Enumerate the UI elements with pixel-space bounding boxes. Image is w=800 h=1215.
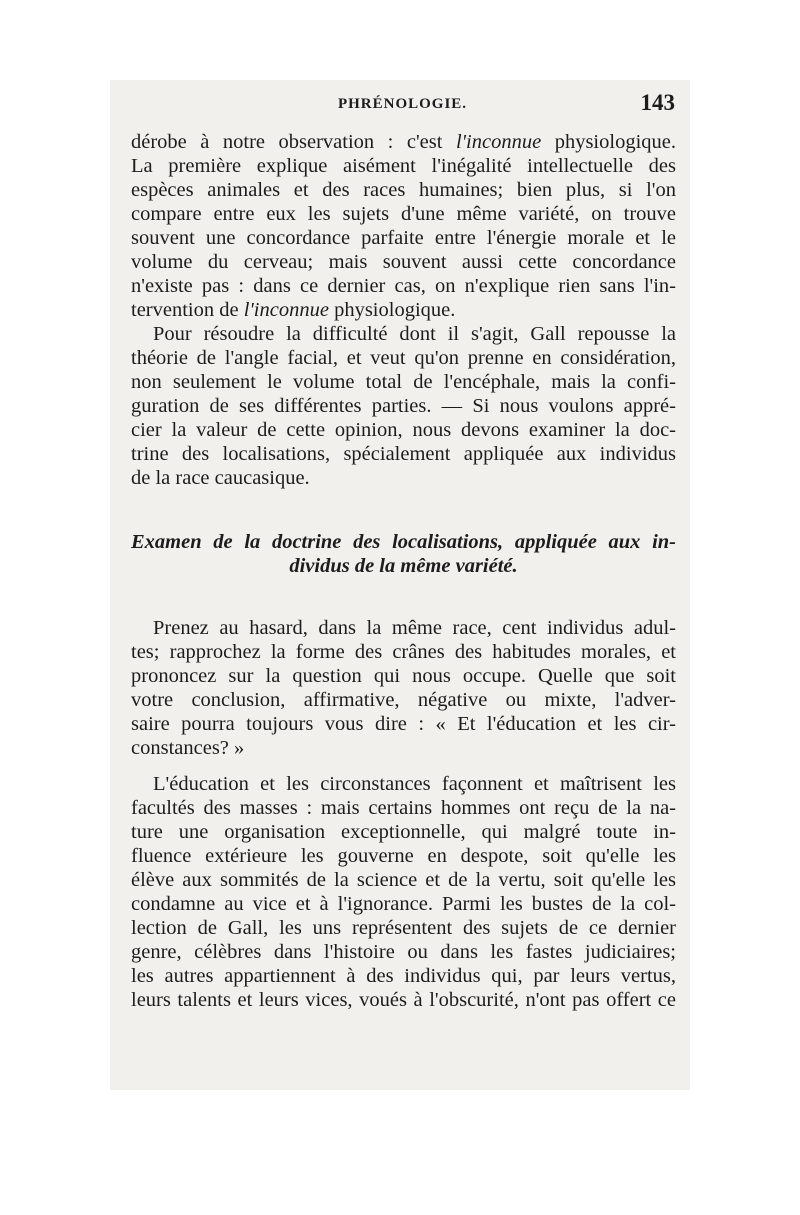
running-title: PHRÉNOLOGIE.	[337, 96, 468, 112]
page-number: 143	[640, 90, 675, 115]
text-line: cier la valeur de cette opinion, nous devons examiner la doc-	[131, 419, 676, 441]
text-line: La première explique aisément l'inégalité intellectuelle des	[131, 155, 676, 177]
text-line: constances? »	[131, 737, 245, 759]
text-line: Pour résoudre la difficulté dont il s'agit, Gall repousse la	[153, 323, 676, 345]
text-line: Prenez au hasard, dans la même race, cent individus adul-	[153, 617, 676, 639]
text-line: votre conclusion, affirmative, négative ou mixte, l'adver-	[131, 689, 676, 711]
emphasis-term: l'inconnue	[455, 131, 542, 153]
text-line: théorie de l'angle facial, et veut qu'on prenne en considération,	[131, 347, 676, 369]
text-line: espèces animales et des races humaines; bien plus, si l'on	[131, 179, 676, 201]
text-line: lection de Gall, les uns représentent des sujets de ce dernier	[131, 917, 676, 939]
text-line: volume du cerveau; mais souvent aussi cette concordance	[131, 251, 676, 273]
text-line: guration de ses différentes parties. — Si nous voulons appré-	[131, 395, 676, 417]
text-line: non seulement le volume total de l'encéphale, mais la confi-	[131, 371, 676, 393]
text-line: de la race caucasique.	[131, 467, 310, 489]
text-line: leurs talents et leurs vices, voués à l'obscurité, n'ont pas offert ce	[131, 989, 676, 1011]
text-line: condamne au vice et à l'ignorance. Parmi les bustes de la col-	[131, 893, 676, 915]
text-line: tervention de l'inconnue physiologique.	[131, 299, 456, 321]
text-line: dérobe à notre observation : c'est l'inconnue physiologique.	[131, 131, 676, 153]
text-line: fluence extérieure les gouverne en despote, soit qu'elle les	[131, 845, 676, 867]
text-line: trine des localisations, spécialement appliquée aux individus	[131, 443, 676, 465]
section-heading: Examen de la doctrine des localisations, appliquée aux in-	[131, 531, 676, 553]
emphasis-term: l'inconnue	[243, 299, 329, 321]
text-line: souvent une concordance parfaite entre l'énergie morale et le	[131, 227, 676, 249]
text-line: L'éducation et les circonstances façonnent et maîtrisent les	[153, 773, 676, 795]
text-line: compare entre eux les sujets d'une même variété, on trouve	[131, 203, 676, 225]
text-line: élève aux sommités de la science et de la vertu, soit qu'elle les	[131, 869, 676, 891]
page-header	[130, 92, 675, 122]
text-line: saire pourra toujours vous dire : « Et l'éducation et les cir-	[131, 713, 676, 735]
section-heading: dividus de la même variété.	[289, 555, 518, 577]
text-line: ture une organisation exceptionnelle, qui malgré toute in-	[131, 821, 676, 843]
text-line: les autres appartiennent à des individus qui, par leurs vertus,	[131, 965, 676, 987]
text-line: genre, célèbres dans l'histoire ou dans les fastes judiciaires;	[131, 941, 676, 963]
text-line: tes; rapprochez la forme des crânes des habitudes morales, et	[131, 641, 676, 663]
text-line: facultés des masses : mais certains hommes ont reçu de la na-	[131, 797, 676, 819]
text-line: n'existe pas : dans ce dernier cas, on n'explique rien sans l'in-	[131, 275, 676, 297]
text-line: prononcez sur la question qui nous occupe. Quelle que soit	[131, 665, 676, 687]
